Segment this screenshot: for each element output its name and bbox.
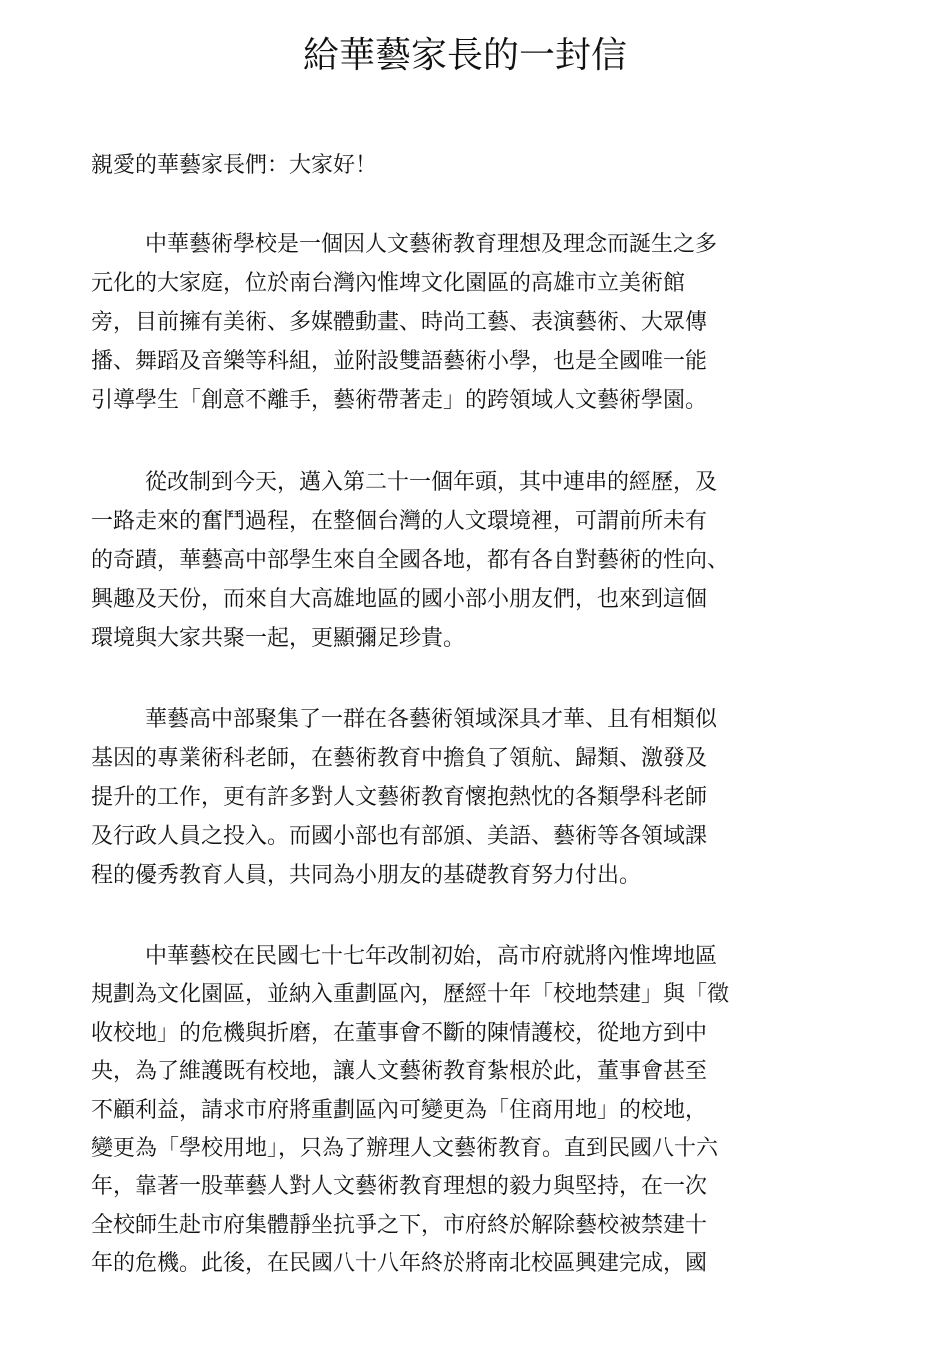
paragraph-line: 中華藝校在民國七十七年改制初始，高市府就將內惟埤地區 — [145, 944, 718, 969]
paragraph-4 — [91, 938, 821, 1284]
paragraph-2 — [91, 463, 821, 658]
paragraph-line: 年，靠著一股華藝人對人文藝術教育理想的毅力與堅持，在一次 — [91, 1174, 708, 1200]
salutation: 親愛的華藝家長們：大家好！ — [91, 153, 378, 178]
paragraph-line: 環境與大家共聚一起，更顯彌足珍貴。 — [91, 626, 466, 651]
paragraph-line: 中華藝術學校是一個因人文藝術教育理想及理念而誕生之多 — [145, 232, 718, 257]
paragraph-line: 旁，目前擁有美術、多媒體動畫、時尚工藝、表演藝術、大眾傳 — [91, 310, 708, 335]
paragraph-line: 變更為「學校用地」，只為了辦理人文藝術教育。直到民國八十六 — [91, 1135, 719, 1161]
paragraph-line: 及行政人員之投入。而國小部也有部頒、美語、藝術等各領域課 — [91, 824, 708, 849]
paragraph-line: 不顧利益，請求市府將重劃區內可變更為「住商用地」的校地， — [91, 1097, 708, 1123]
page-title: 給華藝家長的一封信 — [302, 35, 627, 76]
paragraph-1 — [91, 225, 821, 420]
paragraph-line: 的奇蹟，華藝高中部學生來自全國各地，都有各自對藝術的性向、 — [91, 548, 730, 573]
paragraph-line: 央，為了維護既有校地，讓人文藝術教育紮根於此，董事會甚至 — [91, 1059, 708, 1085]
paragraph-line: 規劃為文化園區，並納入重劃區內，歷經十年「校地禁建」與「徵 — [91, 982, 730, 1008]
paragraph-line: 元化的大家庭，位於南台灣內惟埤文化園區的高雄市立美術館 — [91, 271, 686, 296]
paragraph-line: 程的優秀教育人員，共同為小朋友的基礎教育努力付出。 — [91, 863, 642, 888]
paragraph-line: 興趣及天份，而來自大高雄地區的國小部小朋友們，也來到這個 — [91, 587, 708, 612]
paragraph-line: 播、舞蹈及音樂等科組，並附設雙語藝術小學，也是全國唯一能 — [91, 349, 708, 374]
paragraph-line: 全校師生赴市府集體靜坐抗爭之下，市府終於解除藝校被禁建十 — [91, 1212, 708, 1238]
paragraph-line: 年的危機。此後，在民國八十八年終於將南北校區興建完成，國 — [91, 1251, 708, 1277]
paragraph-line: 基因的專業術科老師，在藝術教育中擔負了領航、歸類、激發及 — [91, 746, 708, 771]
paragraph-3 — [91, 700, 821, 895]
paragraph-line: 引導學生「創意不離手，藝術帶著走」的跨領域人文藝術學園。 — [91, 388, 708, 413]
paragraph-line: 收校地」的危機與折磨，在董事會不斷的陳情護校，從地方到中 — [91, 1020, 708, 1046]
paragraph-line: 提升的工作，更有許多對人文藝術教育懷抱熱忱的各類學科老師 — [91, 785, 708, 810]
paragraph-line: 一路走來的奮鬥過程，在整個台灣的人文環境裡，可謂前所未有 — [91, 509, 708, 534]
paragraph-line: 從改制到今天，邁入第二十一個年頭，其中連串的經歷，及 — [145, 470, 718, 495]
paragraph-line: 華藝高中部聚集了一群在各藝術領域深具才華、且有相類似 — [145, 707, 718, 732]
